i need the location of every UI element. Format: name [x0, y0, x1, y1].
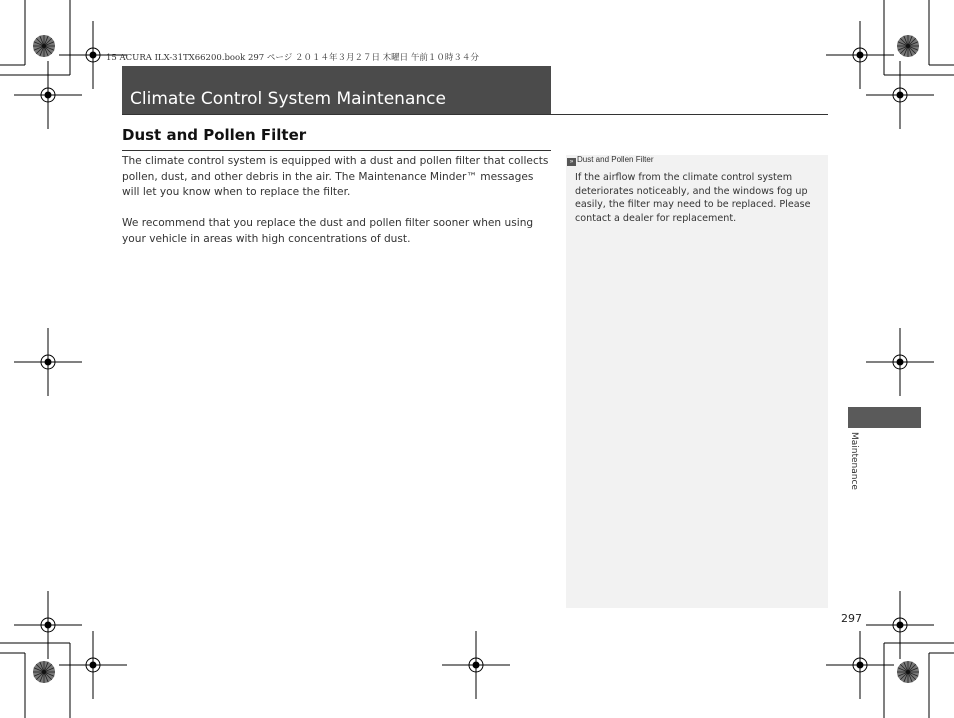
registration-mark [90, 662, 97, 669]
sidebar-text: If the airflow from the climate control system deteriorates noticeably, and the windows fog up easily, the filter may need to be replaced. Please contact a dealer for replacement. [575, 172, 811, 224]
section-title: Dust and Pollen Filter [122, 126, 307, 144]
color-target [906, 44, 910, 48]
section-body [122, 154, 554, 263]
sidebar-note [566, 155, 828, 608]
registration-mark [45, 92, 52, 99]
registration-mark [897, 92, 904, 99]
registration-mark [857, 52, 864, 59]
registration-mark [897, 622, 904, 629]
color-target [906, 670, 910, 674]
registration-mark [90, 52, 97, 59]
registration-mark [897, 359, 904, 366]
section-divider [122, 150, 551, 151]
print-info: 15 ACURA ILX-31TX66200.book 297 ページ ２０１４年３月２７日 木曜日 午前１０時３４分 [106, 53, 479, 63]
chapter-tab [848, 407, 921, 428]
registration-mark [45, 622, 52, 629]
registration-mark [857, 662, 864, 669]
color-target [42, 670, 46, 674]
chapter-label: Maintenance [849, 432, 859, 490]
header-divider [122, 114, 828, 115]
registration-mark [473, 662, 480, 669]
page-title: Climate Control System Maintenance [130, 89, 446, 109]
sidebar-title: Dust and Pollen Filter [577, 155, 654, 164]
registration-mark [45, 359, 52, 366]
paragraph: We recommend that you replace the dust and pollen filter sooner when using your vehicle in areas with high concentrations of dust. [122, 217, 534, 245]
color-target [42, 44, 46, 48]
paragraph: The climate control system is equipped with a dust and pollen filter that collects pollen, dust, and other debris in the air. The Maintenance Minder™ messages will let you know when to replace the filter. [122, 155, 549, 199]
double-chevron-icon: » [567, 158, 576, 166]
page-number: 297 [841, 612, 862, 625]
